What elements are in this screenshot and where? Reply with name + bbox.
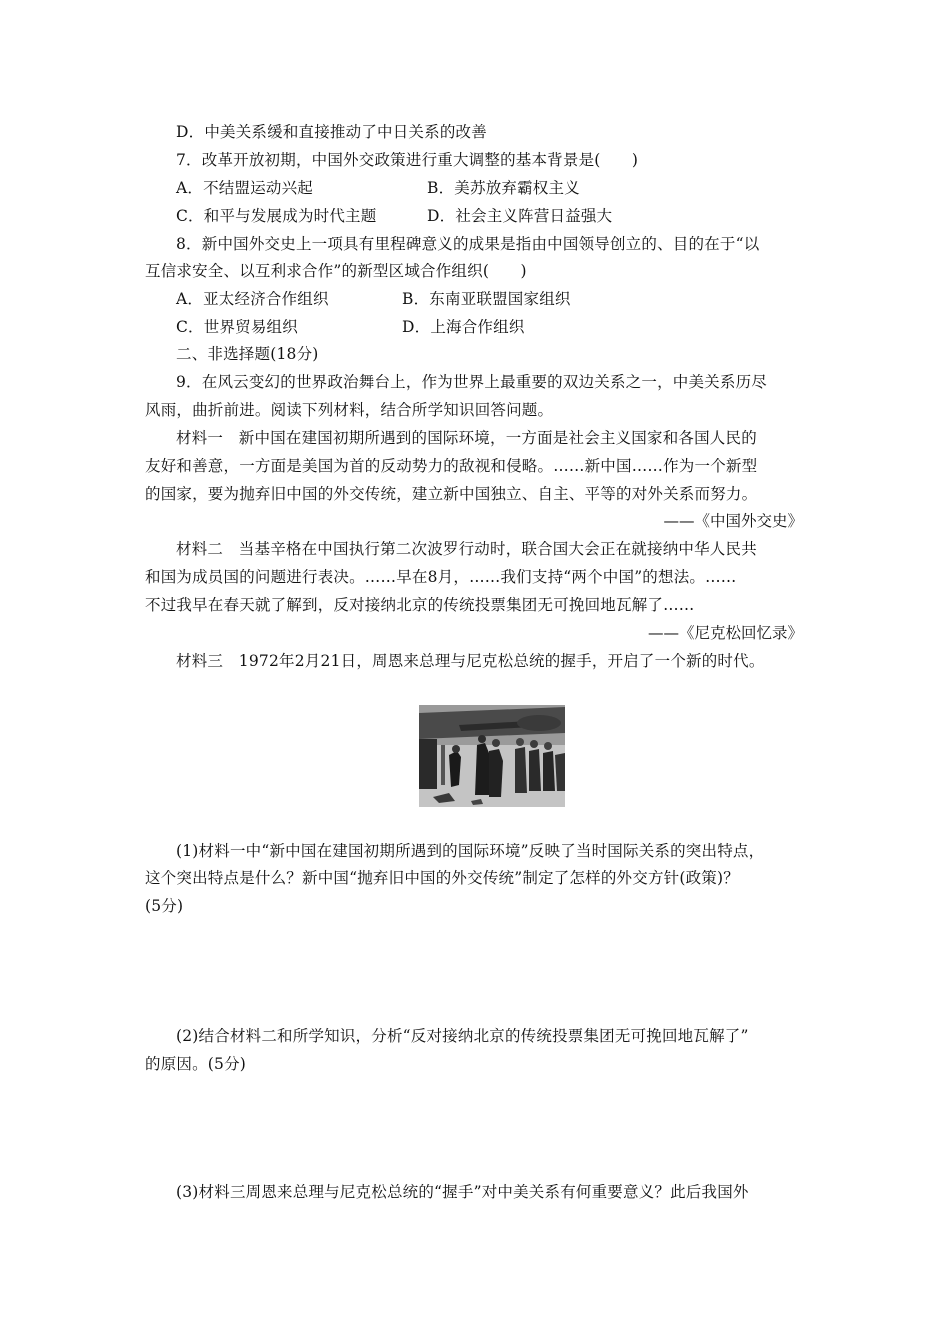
subq1-line3: (5分) bbox=[145, 897, 184, 915]
q7-option-c: C．和平与发展成为时代主题 bbox=[176, 207, 377, 225]
material3-line1: 材料三 1972年2月21日，周恩来总理与尼克松总统的握手，开启了一个新的时代。 bbox=[176, 652, 765, 670]
material2-line1: 材料二 当基辛格在中国执行第二次波罗行动时，联合国大会正在就接纳中华人民共 bbox=[176, 540, 757, 558]
q8-stem-line1: 8．新中国外交史上一项具有里程碑意义的成果是指由中国领导创立的、目的在于“以 bbox=[176, 235, 760, 253]
q7-option-a: A．不结盟运动兴起 bbox=[176, 179, 313, 197]
material1-line2: 友好和善意，一方面是美国为首的反动势力的敌视和侵略。……新中国……作为一个新型 bbox=[145, 457, 758, 475]
q7-option-d: D．社会主义阵营日益强大 bbox=[427, 207, 613, 225]
material2-line2: 和国为成员国的问题进行表决。……早在8月，……我们支持“两个中国”的想法。…… bbox=[145, 568, 737, 586]
q9-stem-line2: 风雨，曲折前进。阅读下列材料，结合所学知识回答问题。 bbox=[145, 401, 554, 419]
q8-option-a: A．亚太经济合作组织 bbox=[176, 290, 329, 308]
q6-option-d: D．中美关系缓和直接推动了中日关系的改善 bbox=[176, 123, 487, 141]
subq2-line2: 的原因。(5分) bbox=[145, 1055, 247, 1073]
section-title: 二、非选择题(18分) bbox=[176, 345, 319, 363]
handshake-photo-drawing bbox=[419, 705, 565, 807]
material2-source: ——《尼克松回忆录》 bbox=[647, 624, 803, 642]
material1-line3: 的国家，要为抛弃旧中国的外交传统，建立新中国独立、自主、平等的对外关系而努力。 bbox=[145, 485, 758, 503]
q7-option-b: B．美苏放弃霸权主义 bbox=[427, 179, 580, 197]
handshake-photo bbox=[419, 705, 565, 807]
q9-stem-line1: 9．在风云变幻的世界政治舞台上，作为世界上最重要的双边关系之一，中美关系历尽 bbox=[176, 373, 767, 391]
subq1-line1: (1)材料一中“新中国在建国初期所遇到的国际环境”反映了当时国际关系的突出特点， bbox=[176, 842, 765, 860]
subq2-line1: (2)结合材料二和所学知识，分析“反对接纳北京的传统投票集团无可挽回地瓦解了” bbox=[176, 1027, 749, 1045]
q8-stem-line2: 互信求安全、以互利求合作”的新型区域合作组织( ) bbox=[145, 262, 527, 280]
material2-line3: 不过我早在春天就了解到，反对接纳北京的传统投票集团无可挽回地瓦解了…… bbox=[145, 596, 695, 614]
q7-stem: 7．改革开放初期，中国外交政策进行重大调整的基本背景是( ) bbox=[176, 151, 639, 169]
material1-source: ——《中国外交史》 bbox=[663, 512, 803, 530]
q8-option-b: B．东南亚联盟国家组织 bbox=[402, 290, 571, 308]
q8-option-d: D．上海合作组织 bbox=[402, 318, 525, 336]
subq3-line1: (3)材料三周恩来总理与尼克松总统的“握手”对中美关系有何重要意义？此后我国外 bbox=[176, 1183, 749, 1201]
q8-option-c: C．世界贸易组织 bbox=[176, 318, 298, 336]
material1-line1: 材料一 新中国在建国初期所遇到的国际环境，一方面是社会主义国家和各国人民的 bbox=[176, 429, 757, 447]
subq1-line2: 这个突出特点是什么？新中国“抛弃旧中国的外交传统”制定了怎样的外交方针(政策)？ bbox=[145, 869, 739, 887]
